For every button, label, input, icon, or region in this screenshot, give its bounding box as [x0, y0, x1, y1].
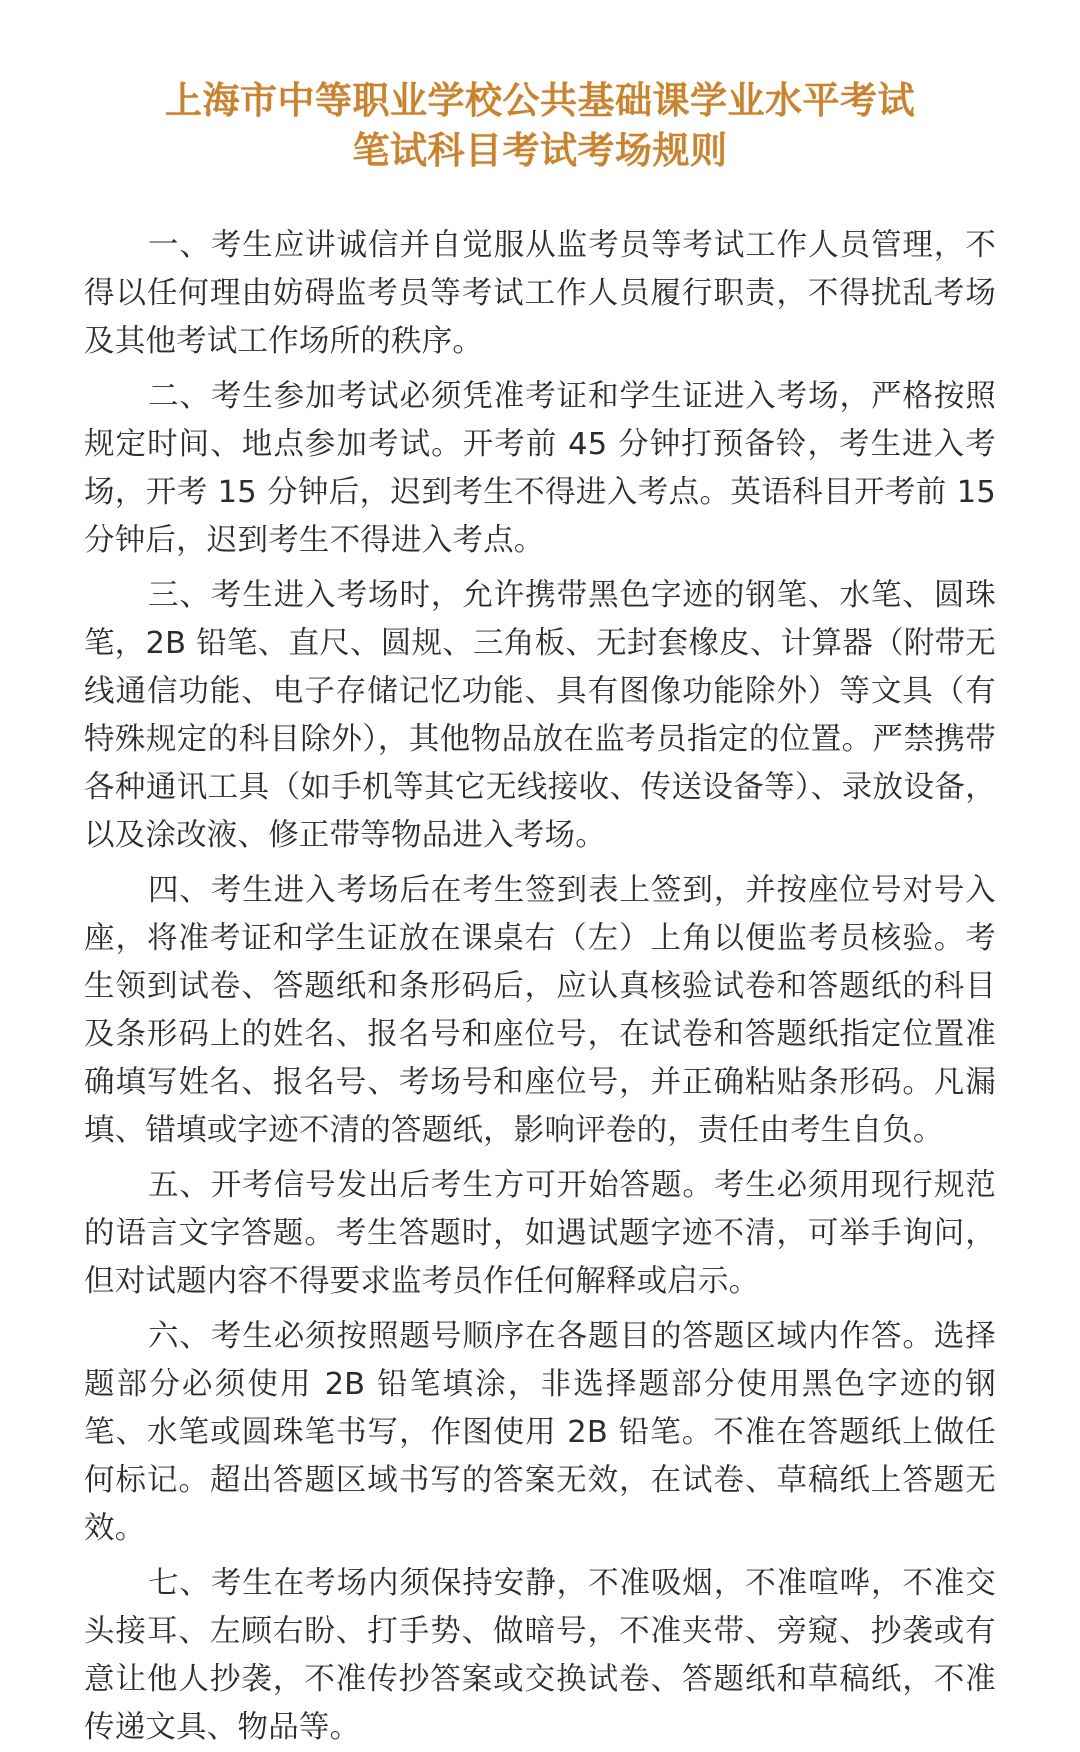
rule-paragraph-3: 三、考生进入考场时，允许携带黑色字迹的钢笔、水笔、圆珠笔，2B 铅笔、直尺、圆规、三角板、无封套橡皮、计算器（附带无线通信功能、电子存储记忆功能、具有图像功能除外）等文具（有特殊规定的科目除外），其他物品放在监考员指定的位置。严禁携带各种通讯工具（如手机等其它无线接收、传送设备等）、录放设备，以及涂改液、修正带等物品进入考场。	[84, 578, 996, 853]
rule-paragraph-5: 五、开考信号发出后考生方可开始答题。考生必须用现行规范的语言文字答题。考生答题时，如遇试题字迹不清，可举手询问，但对试题内容不得要求监考员作任何解释或启示。	[84, 1168, 996, 1299]
rule-paragraph-1: 一、考生应讲诚信并自觉服从监考员等考试工作人员管理，不得以任何理由妨碍监考员等考试工作人员履行职责，不得扰乱考场及其他考试工作场所的秩序。	[84, 228, 996, 359]
rule-paragraph-6: 六、考生必须按照题号顺序在各题目的答题区域内作答。选择题部分必须使用 2B 铅笔填涂，非选择题部分使用黑色字迹的钢笔、水笔或圆珠笔书写，作图使用 2B 铅笔。不准在答题纸上做任何标记。超出答题区域书写的答案无效，在试卷、草稿纸上答题无效。	[84, 1319, 996, 1546]
rule-paragraph-2: 二、考生参加考试必须凭准考证和学生证进入考场，严格按照规定时间、地点参加考试。开考前 45 分钟打预备铃，考生进入考场，开考 15 分钟后，迟到考生不得进入考点。英语科目开考前 15 分钟后，迟到考生不得进入考点。	[84, 379, 996, 558]
document-title-line-2: 笔试科目考试考场规则	[352, 129, 728, 172]
document-body	[84, 222, 996, 1752]
document-title-line-1: 上海市中等职业学校公共基础课学业水平考试	[165, 79, 915, 122]
rule-paragraph-4: 四、考生进入考场后在考生签到表上签到，并按座位号对号入座，将准考证和学生证放在课桌右（左）上角以便监考员核验。考生领到试卷、答题纸和条形码后，应认真核验试卷和答题纸的科目及条形码上的姓名、报名号和座位号，在试卷和答题纸指定位置准确填写姓名、报名号、考场号和座位号，并正确粘贴条形码。凡漏填、错填或字迹不清的答题纸，影响评卷的，责任由考生自负。	[84, 873, 996, 1148]
document-title	[0, 76, 1080, 176]
rule-paragraph-7: 七、考生在考场内须保持安静，不准吸烟，不准喧哗，不准交头接耳、左顾右盼、打手势、做暗号，不准夹带、旁窥、抄袭或有意让他人抄袭，不准传抄答案或交换试卷、答题纸和草稿纸，不准传递文具、物品等。	[84, 1566, 996, 1745]
